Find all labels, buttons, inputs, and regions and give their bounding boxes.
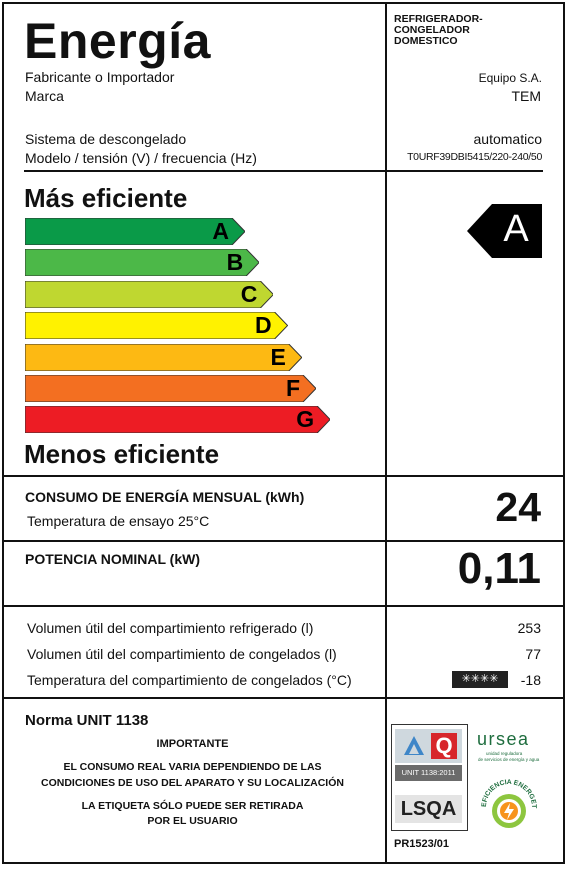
lsqa-logo-top (395, 729, 462, 763)
spec-freezer-volume-label: Volumen útil del compartimiento de congelados (l) (27, 646, 337, 662)
ursea-subtitle-2: de servicios de energía y agua (478, 757, 540, 762)
more-efficient-label: Más eficiente (24, 183, 188, 213)
power-divider (4, 605, 565, 607)
efficiency-class-letter: D (254, 312, 272, 339)
efficiency-class-letter: F (285, 375, 300, 401)
brand-value: TEM (511, 88, 541, 104)
efficiency-bar-shape (25, 406, 330, 433)
lsqa-certification-logo (391, 724, 468, 831)
test-temperature-label: Temperatura de ensayo 25°C (27, 513, 210, 529)
consumption-value: 24 (495, 484, 541, 530)
lsqa-wordmark: LSQA (395, 795, 462, 823)
efficiency-class-b-bar (25, 249, 259, 276)
energy-efficiency-seal (472, 765, 546, 835)
efficiency-class-letter: B (226, 249, 244, 276)
efficiency-class-letter: E (270, 343, 286, 370)
efficiency-bar-shape (25, 375, 316, 402)
efficiency-bar-shape (25, 281, 273, 308)
efficiency-class-c-bar (25, 281, 273, 308)
specs-divider (4, 697, 565, 699)
power-value: 0,11 (457, 544, 541, 593)
efficiency-class-letter: C (240, 280, 258, 307)
spec-freezer-temp-label: Temperatura del compartimiento de congelados (°C) (27, 672, 352, 688)
q-logo-icon: Q (431, 733, 457, 759)
efficiency-class-letter: A (212, 218, 229, 244)
important-heading: IMPORTANTE (156, 738, 229, 750)
svg-text:EFICIENCIA ENERGETICA: EFICIENCIA ENERGET (480, 778, 538, 809)
efficiency-class-e-bar (25, 344, 302, 371)
model-label: Modelo / tensión (V) / frecuencia (Hz) (25, 150, 257, 166)
removal-line-1: LA ETIQUETA SÓLO PUEDE SER RETIRADA (81, 800, 304, 812)
spec-freezer-temp-value: -18 (520, 672, 541, 688)
efficiency-rating-letter: A (503, 208, 529, 250)
efficiency-rating-arrow (467, 204, 542, 258)
efficiency-class-a-bar (25, 218, 245, 245)
spec-fridge-volume-label: Volumen útil del compartimiento refrigerado (l) (27, 620, 314, 636)
efficiency-class-letter: G (296, 406, 315, 433)
efficiency-class-d-bar (25, 312, 288, 339)
certification-code: PR1523/01 (394, 838, 450, 850)
header-divider (24, 170, 543, 172)
defrost-value: automatico (473, 131, 542, 147)
appliance-type-line: REFRIGERADOR- (394, 13, 483, 25)
efficiency-bar-shape (25, 312, 288, 339)
removal-line-2: POR EL USUARIO (147, 815, 238, 827)
less-efficient-label: Menos eficiente (24, 439, 220, 469)
efficiency-class-f-bar (25, 375, 316, 402)
efficiency-class-g-bar (25, 406, 330, 433)
ursea-logo: ursea (477, 729, 530, 749)
energy-seal-icon (472, 765, 546, 835)
notice-line-1: EL CONSUMO REAL VARIA DEPENDIENDO DE LAS (63, 761, 322, 773)
appliance-type (394, 14, 483, 47)
spec-freezer-volume-value: 77 (525, 646, 541, 662)
label-title: Energía (24, 13, 211, 69)
manufacturer-label: Fabricante o Importador (25, 69, 175, 85)
freezer-star-rating-icon: ✳✳✳✳ (452, 671, 508, 688)
manufacturer-value: Equipo S.A. (478, 71, 542, 85)
consumption-label: CONSUMO DE ENERGÍA MENSUAL (kWh) (25, 489, 305, 505)
spec-fridge-volume-value: 253 (517, 620, 541, 636)
brand-label: Marca (25, 88, 64, 104)
notice-line-2: CONDICIONES DE USO DEL APARATO Y SU LOCALIZACIÓN (41, 777, 344, 789)
scale-divider (4, 475, 565, 477)
model-value: T0URF39DBI5415/220-240/50 (407, 151, 542, 163)
appliance-type-line: CONGELADOR (394, 24, 470, 36)
efficiency-bar-shape (25, 344, 302, 371)
consumption-divider (4, 540, 565, 542)
unit-standard-text: UNIT 1138:2011 (395, 765, 462, 781)
ursea-subtitle-1: unidad reguladora (486, 751, 523, 756)
appliance-type-line: DOMESTICO (394, 35, 458, 47)
norm-label: Norma UNIT 1138 (25, 712, 149, 729)
power-label: POTENCIA NOMINAL (kW) (25, 551, 200, 567)
column-divider (385, 2, 387, 864)
defrost-label: Sistema de descongelado (25, 131, 187, 147)
triangle-logo-icon (403, 735, 425, 757)
efficiency-bar-shape (25, 249, 259, 276)
